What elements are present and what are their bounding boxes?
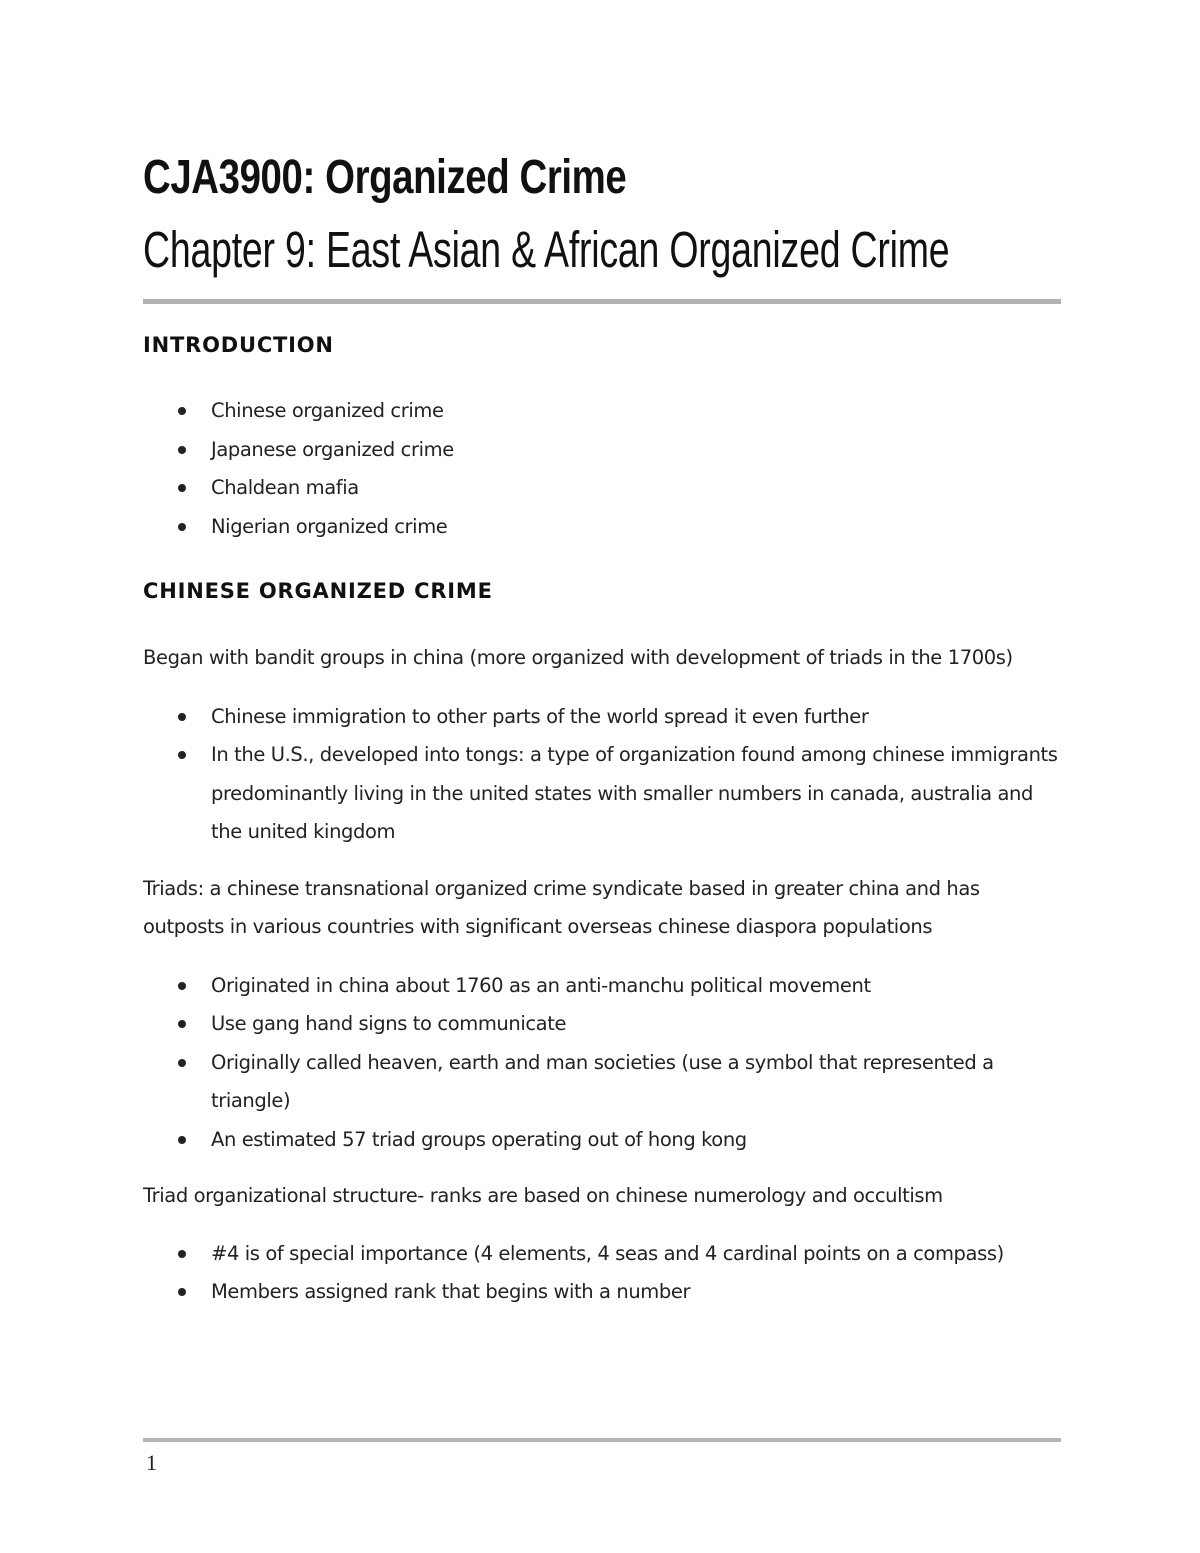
list-item — [143, 508, 1063, 547]
list-item — [143, 736, 1063, 852]
bullet-icon — [178, 982, 186, 990]
list-item — [143, 1005, 1063, 1044]
bullet-icon — [178, 523, 186, 531]
list-item-text: In the U.S., developed into tongs: a type of organization found among chinese immigrants predominantly living in the united states with smaller numbers in canada, australia and the united kingdom — [211, 743, 1058, 843]
document-body — [143, 328, 1063, 1312]
list-item — [143, 1044, 1063, 1121]
list-item-text: Chinese immigration to other parts of the world spread it even further — [211, 704, 869, 728]
list-item — [143, 392, 1063, 431]
bullet-icon — [178, 1136, 186, 1144]
paragraph-triads: Triads: a chinese transnational organized crime syndicate based in greater china and has outposts in various countries with significant overseas chinese diaspora populations — [143, 876, 980, 938]
bullet-icon — [178, 1250, 186, 1258]
list-item-text: An estimated 57 triad groups operating out of hong kong — [211, 1127, 747, 1151]
list-item — [143, 1273, 1063, 1312]
list-item-text: Use gang hand signs to communicate — [211, 1012, 567, 1035]
immigration-list — [143, 698, 1063, 852]
bullet-icon — [178, 446, 186, 454]
list-item — [143, 967, 1063, 1006]
list-item-text: Chinese organized crime — [211, 399, 444, 422]
footer-divider — [143, 1438, 1061, 1442]
paragraph-origins: Began with bandit groups in china (more organized with development of triads in the 1700s) — [143, 646, 1013, 669]
chapter-subtitle: Chapter 9: East Asian & African Organized Crime — [143, 221, 950, 278]
list-item-text: Nigerian organized crime — [211, 514, 448, 538]
section-heading-chinese: CHINESE ORGANIZED CRIME — [143, 579, 493, 603]
list-item-text: Originally called heaven, earth and man societies (use a symbol that represented a triangle) — [211, 1050, 994, 1112]
list-item — [143, 431, 1063, 470]
introduction-list — [143, 392, 1063, 546]
bullet-icon — [178, 751, 186, 759]
list-item — [143, 1121, 1063, 1160]
bullet-icon — [178, 1288, 186, 1296]
bullet-icon — [178, 407, 186, 415]
list-item — [143, 469, 1063, 508]
list-item-text: Originated in china about 1760 as an anti-manchu political movement — [211, 973, 871, 997]
bullet-icon — [178, 1059, 186, 1067]
list-item-text: Chaldean mafia — [211, 476, 359, 499]
paragraph-structure: Triad organizational structure- ranks are based on chinese numerology and occultism — [143, 1184, 943, 1207]
list-item — [143, 1235, 1063, 1274]
structure-list — [143, 1235, 1063, 1312]
triads-list — [143, 967, 1063, 1160]
bullet-icon — [178, 1020, 186, 1028]
list-item-text: Japanese organized crime — [211, 437, 454, 461]
bullet-icon — [178, 713, 186, 721]
list-item — [143, 698, 1063, 737]
page-number: 1 — [146, 1450, 157, 1475]
document-title: CJA3900: Organized Crime — [143, 151, 627, 204]
list-item-text: Members assigned rank that begins with a number — [211, 1280, 691, 1303]
bullet-icon — [178, 484, 186, 492]
header-divider — [143, 299, 1061, 304]
section-heading-introduction: INTRODUCTION — [143, 333, 334, 357]
list-item-text: #4 is of special importance (4 elements, 4 seas and 4 cardinal points on a compass) — [211, 1241, 1004, 1265]
